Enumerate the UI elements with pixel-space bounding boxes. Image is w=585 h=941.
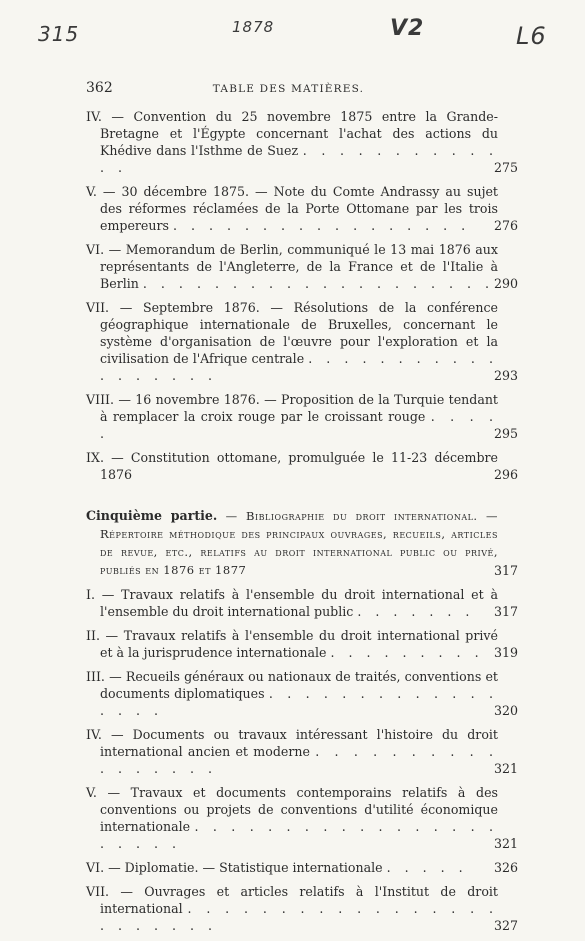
running-title: TABLE DES MATIÈRES.	[212, 83, 365, 95]
toc-entry	[86, 784, 518, 852]
toc-entry-text: V. — 30 décembre 1875. — Note du Comte Andrassy au sujet des réformes réclamées de la Porte Ottomane par les trois empereurs	[86, 184, 498, 233]
toc-page-number: 295	[493, 426, 518, 441]
toc-page-number: 321	[493, 761, 518, 776]
dot-leader: . . . . . . . . . . . . .	[100, 143, 498, 175]
toc-page-number: 320	[493, 703, 518, 718]
dot-leader: . . . . . . . . . . . . . . . . . .	[100, 351, 498, 383]
dot-leader: . . . . . . . . . . . . . . . . .	[100, 686, 498, 718]
toc-entry-text: I. — Travaux relatifs à l'ensemble du droit international et à l'ensemble du droit international public	[86, 587, 498, 619]
table-of-contents	[86, 108, 518, 941]
toc-page-number: 326	[493, 860, 518, 875]
toc-page-number: 321	[493, 836, 518, 851]
part-heading	[86, 507, 518, 579]
toc-page-number: 275	[493, 160, 518, 175]
toc-entry	[86, 859, 518, 876]
dot-leader: . . . . .	[100, 409, 498, 441]
toc-page-number: 319	[493, 645, 518, 660]
toc-entry	[86, 726, 518, 777]
toc-entry-text: VII. — Septembre 1876. — Résolutions de la conférence géographique internationale de Bruxelles, concernant le système d'organisation de l'œuvre pour l'exploration et la civilisation de l'Afrique centrale	[86, 300, 498, 366]
handwritten-note: L6	[516, 22, 547, 50]
page-header	[86, 80, 491, 100]
dot-leader: . . . . . . . . .	[330, 645, 484, 660]
toc-entry	[86, 183, 518, 234]
toc-entry	[86, 108, 518, 176]
toc-entry-text: VI. — Memorandum de Berlin, communiqué le 13 mai 1876 aux représentants de l'Angleterre, de la France et de l'Italie à Berlin	[86, 242, 498, 291]
toc-entry	[86, 668, 518, 719]
toc-entry	[86, 627, 518, 661]
toc-entry	[86, 883, 518, 934]
toc-page-number: 290	[493, 276, 518, 291]
toc-entry-text: VI. — Diplomatie. — Statistique internationale	[86, 860, 383, 875]
toc-entry-text: IV. — Convention du 25 novembre 1875 entre la Grande-Bretagne et l'Égypte concernant l'achat des actions du Khédive dans l'Isthme de Suez	[86, 109, 498, 158]
toc-entry-text: VIII. — 16 novembre 1876. — Proposition de la Turquie tendant à remplacer la croix rouge par le croissant rouge	[86, 392, 498, 424]
toc-page-number: 327	[493, 918, 518, 933]
dot-leader: . . . . . . .	[357, 604, 475, 619]
dot-leader: . . . . . . . . . . . . . . . . .	[173, 218, 471, 233]
toc-page-number: 276	[493, 218, 518, 233]
dot-leader: . . . . . . . . . . . . . . . . . . . . . .	[100, 819, 498, 851]
dot-leader: . . . . . . . . . . . . . . . . . . . . . . . .	[100, 901, 498, 933]
toc-page-number: 293	[493, 368, 518, 383]
toc-entry-text: II. — Travaux relatifs à l'ensemble du droit international privé et à la jurisprudence internationale	[86, 628, 498, 660]
toc-entry-text: VII. — Ouvrages et articles relatifs à l'Institut de droit international	[86, 884, 498, 916]
toc-entry-text: IV. — Documents ou travaux intéressant l'histoire du droit international ancien et moderne	[86, 727, 498, 759]
dot-leader: . . . . .	[386, 860, 468, 875]
toc-entry-text: IX. — Constitution ottomane, promulguée le 11-23 décembre 1876	[86, 450, 498, 482]
toc-entry-text: V. — Travaux et documents contemporains relatifs à des conventions ou projets de conventions d'utilité économique internationale	[86, 785, 498, 834]
toc-page-number: 317	[493, 604, 518, 619]
toc-entry	[86, 391, 518, 442]
toc-entry-text: III. — Recueils généraux ou nationaux de traités, conventions et documents diplomatiques	[86, 669, 498, 701]
handwritten-note: 1878	[232, 18, 275, 36]
toc-entry	[86, 449, 518, 483]
dot-leader: . . . . . . . . . . . . . . . . . . . .	[142, 276, 495, 291]
toc-page-number: 317	[493, 563, 518, 578]
toc-page-number: 296	[493, 467, 518, 482]
handwritten-note: V2	[390, 16, 425, 41]
part-title: Cinquième partie.	[86, 508, 218, 523]
handwritten-note: 315	[38, 22, 80, 46]
page-number: 362	[86, 80, 113, 96]
toc-entry	[86, 299, 518, 384]
toc-entry	[86, 586, 518, 620]
part-description: — Bibliographie du droit international. — Répertoire méthodique des principaux ouvrages, recueils, articles de revue, etc., relatifs au droit international public ou privé, publiés en 1876 et 1877	[100, 509, 498, 577]
toc-entry	[86, 241, 518, 292]
dot-leader: . . . . . . . . . . . . . . . . .	[100, 744, 498, 776]
